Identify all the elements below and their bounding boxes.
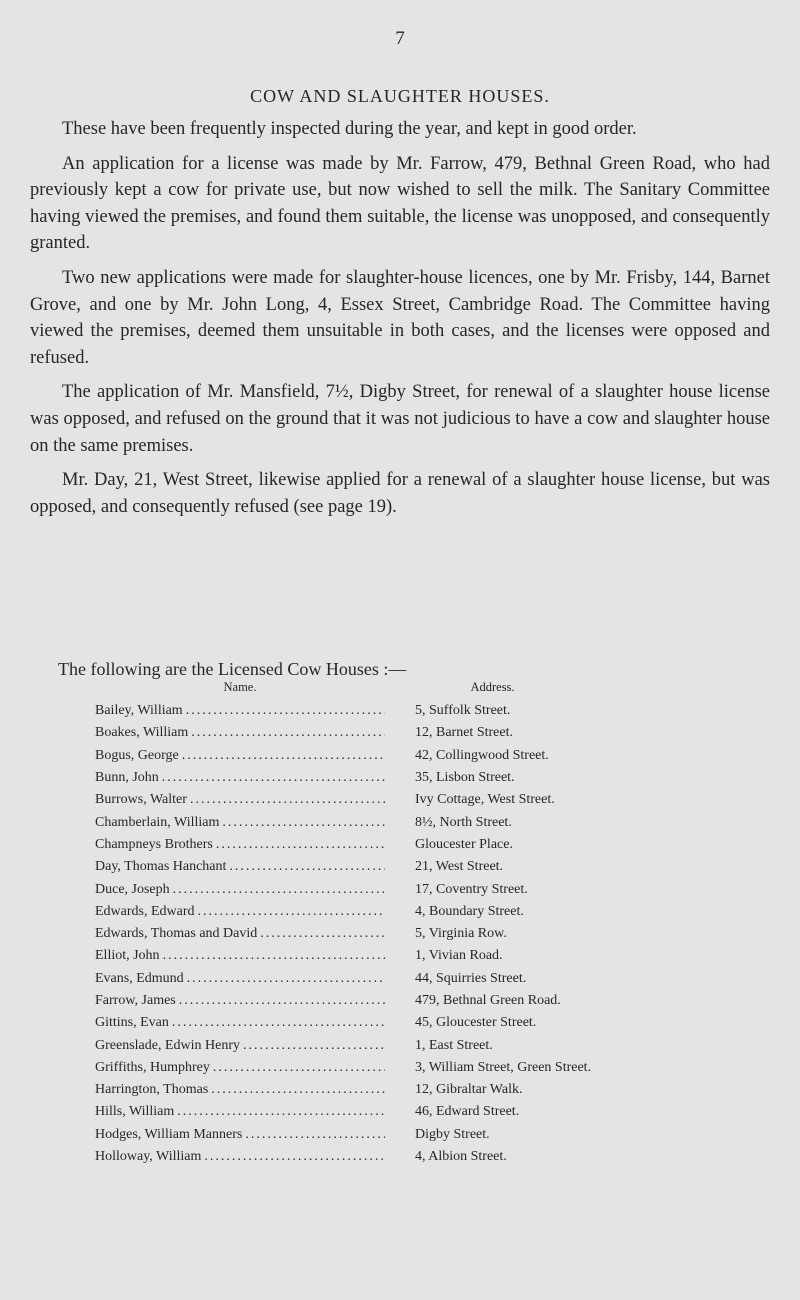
resident-name: Evans, Edmund bbox=[95, 970, 184, 986]
address-cell: Ivy Cottage, West Street. bbox=[415, 792, 555, 808]
table-row bbox=[95, 878, 775, 900]
cow-houses-table bbox=[95, 680, 775, 1168]
resident-name: Hills, William bbox=[95, 1104, 175, 1120]
resident-name: Burrows, Walter bbox=[95, 792, 187, 808]
leader-dots bbox=[190, 792, 385, 808]
table-row bbox=[95, 700, 775, 722]
name-cell bbox=[95, 815, 385, 831]
table-row bbox=[95, 1101, 775, 1123]
resident-name: Bunn, John bbox=[95, 770, 159, 786]
table-row bbox=[95, 968, 775, 990]
name-cell bbox=[95, 1060, 385, 1076]
paragraph: Mr. Day, 21, West Street, likewise applied for a renewal of a slaughter house license, but was opposed, and consequently refused (see page 19). bbox=[30, 470, 770, 517]
leader-dots bbox=[162, 770, 385, 786]
address-cell: 1, Vivian Road. bbox=[415, 948, 503, 964]
table-row bbox=[95, 1034, 775, 1056]
address-cell: 5, Virginia Row. bbox=[415, 926, 507, 942]
name-cell bbox=[95, 1127, 385, 1143]
address-cell: 5, Suffolk Street. bbox=[415, 703, 511, 719]
table-row bbox=[95, 1146, 775, 1168]
leader-dots bbox=[172, 1015, 385, 1031]
resident-name: Bogus, George bbox=[95, 747, 179, 763]
table-row bbox=[95, 1057, 775, 1079]
address-cell: Digby Street. bbox=[415, 1126, 490, 1142]
resident-name: Holloway, William bbox=[95, 1149, 202, 1165]
address-cell: 1, East Street. bbox=[415, 1037, 493, 1053]
resident-name: Harrington, Thomas bbox=[95, 1082, 209, 1098]
address-cell: 4, Albion Street. bbox=[415, 1149, 507, 1165]
address-cell: 3, William Street, Green Street. bbox=[415, 1059, 592, 1075]
table-row bbox=[95, 1079, 775, 1101]
resident-name: Hodges, William Manners bbox=[95, 1126, 243, 1142]
name-cell bbox=[95, 1082, 385, 1098]
resident-name: Gittins, Evan bbox=[95, 1015, 169, 1031]
resident-name: Boakes, William bbox=[95, 725, 189, 741]
address-cell: 44, Squirries Street. bbox=[415, 970, 527, 986]
name-cell bbox=[95, 703, 385, 719]
address-cell: 12, Barnet Street. bbox=[415, 725, 513, 741]
address-cell: 45, Gloucester Street. bbox=[415, 1015, 537, 1031]
leader-dots bbox=[260, 926, 385, 942]
table-row bbox=[95, 945, 775, 967]
leader-dots bbox=[245, 1127, 385, 1143]
resident-name: Edwards, Thomas and David bbox=[95, 926, 258, 942]
name-cell bbox=[95, 993, 385, 1009]
table-row bbox=[95, 745, 775, 767]
leader-dots bbox=[163, 948, 385, 964]
table-row bbox=[95, 722, 775, 744]
leader-dots bbox=[198, 904, 385, 920]
table-header bbox=[95, 680, 775, 700]
leader-dots bbox=[173, 882, 385, 898]
list-intro: The following are the Licensed Cow Houses :— bbox=[58, 659, 407, 679]
name-cell bbox=[95, 1149, 385, 1165]
address-cell: 46, Edward Street. bbox=[415, 1104, 520, 1120]
resident-name: Farrow, James bbox=[95, 993, 176, 1008]
table-row bbox=[95, 811, 775, 833]
name-cell bbox=[95, 792, 385, 808]
section-title: COW AND SLAUGHTER HOUSES. bbox=[250, 86, 550, 106]
resident-name: Chamberlain, William bbox=[95, 814, 220, 830]
resident-name: Duce, Joseph bbox=[95, 881, 170, 897]
leader-dots bbox=[187, 971, 385, 987]
table-row bbox=[95, 901, 775, 923]
name-cell bbox=[95, 904, 385, 920]
name-cell bbox=[95, 1038, 385, 1054]
name-cell bbox=[95, 837, 385, 853]
resident-name: Day, Thomas Hanchant bbox=[95, 859, 227, 875]
table-row bbox=[95, 923, 775, 945]
resident-name: Griffiths, Humphrey bbox=[95, 1059, 210, 1075]
name-cell bbox=[95, 725, 385, 741]
leader-dots bbox=[243, 1038, 385, 1054]
address-cell: 17, Coventry Street. bbox=[415, 881, 528, 897]
leader-dots bbox=[229, 859, 385, 875]
column-header-address: Address. bbox=[470, 680, 515, 694]
leader-dots bbox=[177, 1104, 385, 1120]
resident-name: Bailey, William bbox=[95, 703, 183, 719]
name-cell bbox=[95, 882, 385, 898]
leader-dots bbox=[213, 1060, 385, 1076]
name-cell bbox=[95, 1015, 385, 1031]
name-cell bbox=[95, 859, 385, 875]
address-cell: 8½, North Street. bbox=[415, 814, 512, 830]
name-cell bbox=[95, 748, 385, 764]
name-cell bbox=[95, 926, 385, 942]
table-body bbox=[95, 700, 775, 1168]
name-cell bbox=[95, 971, 385, 987]
table-row bbox=[95, 1124, 775, 1146]
paragraph: These have been frequently inspected during the year, and kept in good order. bbox=[62, 119, 637, 139]
name-cell bbox=[95, 770, 385, 786]
name-cell bbox=[95, 1104, 385, 1120]
address-cell: 21, West Street. bbox=[415, 859, 504, 875]
resident-name: Greenslade, Edwin Henry bbox=[95, 1037, 241, 1053]
leader-dots bbox=[186, 703, 385, 719]
table-row bbox=[95, 1012, 775, 1034]
paragraph: The application of Mr. Mansfield, 7½, Digby Street, for renewal of a slaughter house license was opposed, and refused on the ground that it was not judicious to have a cow and slaughter house on the same premises. bbox=[30, 382, 770, 456]
leader-dots bbox=[179, 993, 385, 1009]
column-header-name: Name. bbox=[223, 680, 257, 694]
address-cell: 4, Boundary Street. bbox=[415, 903, 524, 919]
address-cell: 42, Collingwood Street. bbox=[415, 747, 549, 763]
table-row bbox=[95, 834, 775, 856]
leader-dots bbox=[216, 837, 385, 853]
table-row bbox=[95, 789, 775, 811]
page-number: 7 bbox=[395, 28, 405, 49]
table-row bbox=[95, 856, 775, 878]
leader-dots bbox=[222, 815, 385, 831]
leader-dots bbox=[191, 725, 385, 741]
table-row bbox=[95, 767, 775, 789]
table-row bbox=[95, 990, 775, 1012]
leader-dots bbox=[182, 748, 385, 764]
paragraph: Two new applications were made for slaughter-house licences, one by Mr. Frisby, 144, Barnet Grove, and one by Mr. John Long, 4, Essex Street, Cambridge Road. The Committee having viewed the premises, deemed them unsuitable in both cases, and the licenses were opposed and refused. bbox=[30, 267, 770, 368]
leader-dots bbox=[211, 1082, 385, 1098]
paragraph: An application for a license was made by Mr. Farrow, 479, Bethnal Green Road, who had previously kept a cow for private use, but now wished to sell the milk. The Sanitary Committee having viewed the premises, and found them suitable, the license was unopposed, and consequently granted. bbox=[30, 153, 770, 254]
resident-name: Elliot, John bbox=[95, 948, 160, 964]
resident-name: Champneys Brothers bbox=[95, 836, 213, 852]
body-text bbox=[30, 116, 770, 528]
address-cell: 35, Lisbon Street. bbox=[415, 770, 515, 786]
name-cell bbox=[95, 948, 385, 964]
address-cell: 479, Bethnal Green Road. bbox=[415, 993, 561, 1008]
leader-dots bbox=[204, 1149, 385, 1165]
address-cell: 12, Gibraltar Walk. bbox=[415, 1082, 523, 1098]
resident-name: Edwards, Edward bbox=[95, 903, 195, 919]
address-cell: Gloucester Place. bbox=[415, 836, 513, 852]
